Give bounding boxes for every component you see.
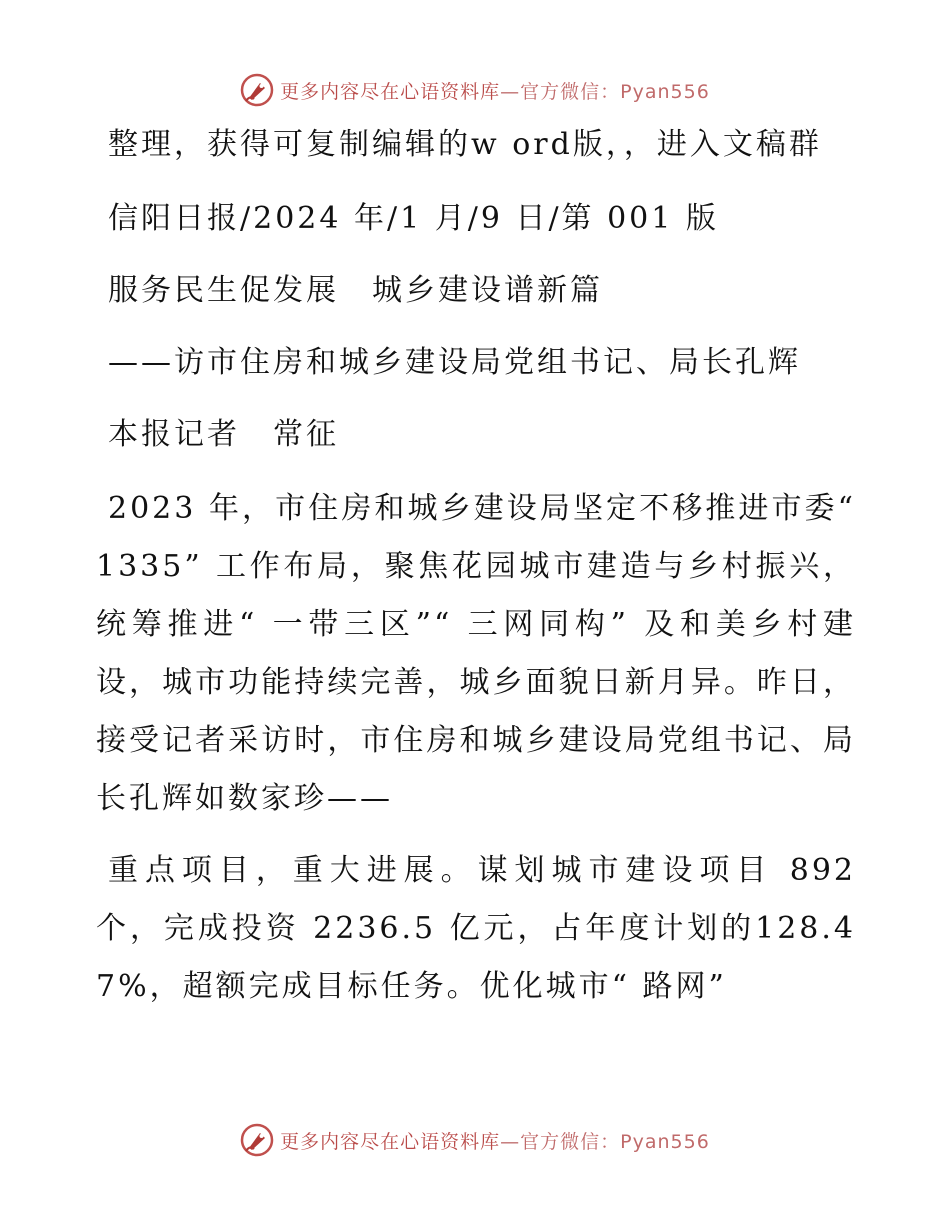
publication-source: 信阳日报/2024 年/1 月/9 日/第 001 版 xyxy=(108,201,719,236)
watermark-contact: 官方微信：Pyan556 xyxy=(520,80,710,103)
watermark-text xyxy=(280,77,710,104)
watermark-text xyxy=(280,1127,710,1154)
pen-nib-logo-icon xyxy=(240,73,274,107)
watermark-site: 更多内容尽在心语资料库 xyxy=(280,1130,501,1153)
article-body xyxy=(96,118,856,1030)
article-subtitle: ——访市住房和城乡建设局党组书记、局长孔辉 xyxy=(108,345,801,380)
intro-note: 整理，获得可复制编辑的w ord版，，进入文稿群 xyxy=(108,127,822,162)
watermark-separator: — xyxy=(500,1130,521,1153)
article-title: 服务民生促发展 城乡建设谱新篇 xyxy=(108,273,603,308)
header-watermark xyxy=(0,70,950,110)
body-paragraph: 重点项目，重大进展。谋划城市建设项目 892 个，完成投资 2236.5 亿元，占年度计划的128.47%，超额完成目标任务。优化城市“ 路网” xyxy=(96,853,856,1004)
watermark-contact: 官方微信：Pyan556 xyxy=(520,1130,710,1153)
watermark-site: 更多内容尽在心语资料库 xyxy=(280,80,501,103)
body-paragraph: 2023 年，市住房和城乡建设局坚定不移推进市委“ 1335” 工作布局，聚焦花园城市建造与乡村振兴，统筹推进“ 一带三区”“ 三网同构” 及和美乡村建设，城市功能持续完善，城乡面貌日新月异。昨日，接受记者采访时，市住房和城乡建设局党组书记、局长孔辉如数家珍—— xyxy=(96,491,856,816)
pen-nib-logo-icon xyxy=(240,1123,274,1157)
byline: 本报记者 常征 xyxy=(108,417,339,452)
footer-watermark xyxy=(0,1120,950,1160)
watermark-separator: — xyxy=(500,80,521,103)
